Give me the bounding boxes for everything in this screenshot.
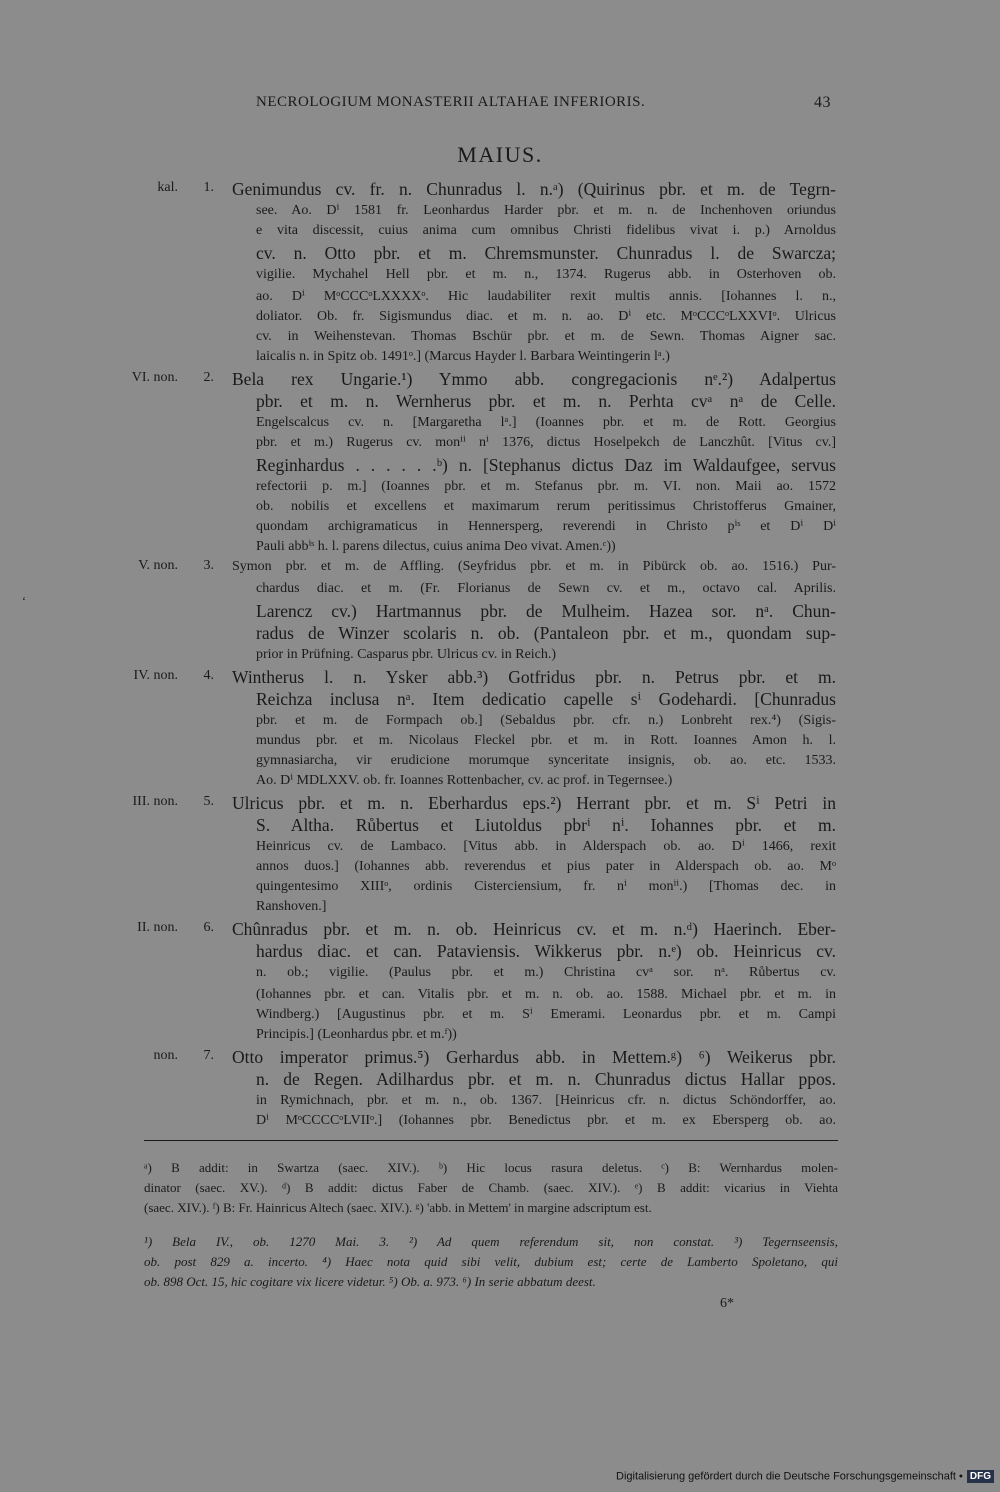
day-number: 4. [203,668,214,683]
entry-line: Ranshoven.] [256,899,327,914]
entry-line: Symon pbr. et m. de Affling. (Seyfridus pbr. et m. in Pibürck ob. ao. 1516.) Pur- [232,559,836,574]
entry-line: Reginhardus . . . . . .ᵇ) n. [Stephanus dictus Daz im Waldaufgee, servus [256,455,836,475]
entry-line: Reichza inclusa nᵃ. Item dedicatio capelle sⁱ Godehardi. [Chunradus [256,689,836,709]
entry-line: ob. nobilis et excellens et maximarum rerum peritissimus Christofferus Gmainer, [256,499,836,514]
entry-line: Windberg.) [Augustinus pbr. et m. Sⁱ Emerami. Leonardus pbr. et m. Campi [256,1007,836,1022]
footnote-rule [144,1140,838,1141]
entry-line: Otto imperator primus.⁵) Gerhardus abb. in Mettem.ᵍ) ⁶) Weikerus pbr. [232,1047,836,1067]
digitization-credit [0,1470,994,1483]
entry-line: Ao. Dⁱ MDLXXV. ob. fr. Ioannes Rottenbacher, cv. ac prof. in Tegernsee.) [256,773,673,788]
entry-line: laicalis n. in Spitz ob. 1491ᵒ.] (Marcus Hayder l. Barbara Weintingerin lᵃ.) [256,349,670,364]
entry-line: S. Altha. Růbertus et Liutoldus pbrⁱ nⁱ. Iohannes pbr. et m. [256,815,836,835]
day-number: 1. [203,180,214,195]
day-number: 3. [203,558,214,573]
entry-line: e vita discessit, cuius anima cum omnibus Christi fidelibus vivat i. p.) Arnoldus [256,223,836,238]
entry-line: Larencz cv.) Hartmannus pbr. de Mulheim. Hazea sor. nᵃ. Chun- [256,601,836,621]
entry-line: radus de Winzer scolaris n. ob. (Pantaleon pbr. et m., quondam sup- [256,623,836,643]
day-label: III. non. [132,794,178,809]
entry-line: n. ob.; vigilie. (Paulus pbr. et m.) Christina cvᵃ sor. nᵃ. Růbertus cv. [256,965,836,980]
entry-line: Chûnradus pbr. et m. n. ob. Heinricus cv. et m. n.ᵈ) Haerinch. Eber- [232,919,836,939]
entry-line: Engelscalcus cv. n. [Margaretha lᵃ.] (Ioannes pbr. et m. de Rott. Georgius [256,415,836,430]
entry-line: pbr. et m.) Rugerus cv. monⁱⁱ nⁱ 1376, dictus Hoselpekch de Lanczhût. [Vitus cv.] [256,435,836,450]
signature-mark: 6* [720,1296,734,1311]
entry-line: see. Ao. Dⁱ 1581 fr. Leonhardus Harder pbr. et m. n. de Inchenhoven oriundus [256,203,836,218]
footnote-line: ob. post 829 a. incerto. ⁴) Haec nota quid sibi velit, dubium est; certe de Lamberto Spoletano, qui [144,1254,838,1269]
entry-line: prior in Prüfning. Casparus pbr. Ulricus cv. in Reich.) [256,647,557,662]
day-label: kal. [157,180,178,195]
entry-line: Ulricus pbr. et m. n. Eberhardus eps.²) Herrant pbr. et m. Sⁱ Petri in [232,793,836,813]
entry-line: quondam archigramaticus in Hennersperg, reverendi in Christo pⁱˢ et Dⁱ Dⁱ [256,519,836,534]
month-heading: MAIUS. [457,142,543,167]
entry-line: gymnasiarcha, vir erudicione morumque synceritate insignis, ob. ao. etc. 1533. [256,753,836,768]
entry-line: pbr. et m. n. Wernherus pbr. et m. n. Perhta cvᵃ nᵃ de Celle. [256,391,836,411]
entry-line: (Iohannes pbr. et can. Vitalis pbr. et m. n. ob. ao. 1588. Michael pbr. et m. in [256,987,836,1002]
entry-line: annos duos.] (Iohannes abb. reverendus et pius pater in Alderspach ob. ao. Mᵒ [256,859,836,874]
entry-line: vigilie. Mychahel Hell pbr. et m. n., 1374. Rugerus abb. in Osterhoven ob. [256,267,836,282]
entry-line: Wintherus l. n. Ysker abb.³) Gotfridus pbr. n. Petrus pbr. et m. [232,667,836,687]
entry-line: Pauli abbⁱˢ h. l. parens dilectus, cuius anima Deo vivat. Amen.ᶜ)) [256,539,616,554]
entry-line: pbr. et m. de Formpach ob.] (Sebaldus pbr. cfr. n.) Lonbreht rex.⁴) (Sigis- [256,713,836,728]
day-label: IV. non. [133,668,178,683]
footnote-line: (saec. XIV.). ᶠ) B: Fr. Hainricus Altech (saec. XIV.). ᵍ) 'abb. in Mettem' in margine adscriptum est. [144,1200,652,1215]
day-number: 2. [203,370,214,385]
entry-line: ao. Dⁱ MᵒCCCᵒLXXXXᵒ. Hic laudabiliter rexit multis annis. [Iohannes l. n., [256,289,836,304]
dfg-logo: DFG [967,1470,994,1483]
entry-line: Principis.] (Leonhardus pbr. et m.ᶠ)) [256,1027,457,1042]
entry-line: Dⁱ MᵒCCCCᵒLVIIᵒ.] (Iohannes pbr. Benedictus pbr. et m. ex Ebersperg ob. ao. [256,1113,836,1128]
entry-line: refectorii p. m.] (Ioannes pbr. et m. Stefanus pbr. m. VI. non. Maii ao. 1572 [256,479,836,494]
entry-line: mundus pbr. et m. Nicolaus Fleckel pbr. et m. in Rott. Ioannes Amon h. l. [256,733,836,748]
entry-line: Genimundus cv. fr. n. Chunradus l. n.ᵃ) (Quirinus pbr. et m. de Tegrn- [232,179,836,199]
footnote-line: ob. 898 Oct. 15, hic cogitare vix licere videtur. ⁵) Ob. a. 973. ⁶) In serie abbatum deest. [144,1274,596,1289]
day-number: 5. [203,794,214,809]
entry-line: quingentesimo XIIIᵒ, ordinis Cisterciensium, fr. nⁱ monⁱⁱ.) [Thomas dec. in [256,879,836,894]
footnote-line: ¹) Bela IV., ob. 1270 Mai. 3. ²) Ad quem referendum sit, non constat. ³) Tegernseensis, [144,1234,838,1249]
day-label: II. non. [137,920,178,935]
stray-mark: ‘ [22,594,26,608]
footnote-line: ᵃ) B addit: in Swartza (saec. XIV.). ᵇ) Hic locus rasura deletus. ᶜ) B: Wernhardus molen- [144,1160,838,1175]
day-number: 7. [203,1048,214,1063]
entry-line: Bela rex Ungarie.¹) Ymmo abb. congregacionis nᵉ.²) Adalpertus [232,369,836,389]
page-number: 43 [814,94,831,111]
entry-line: hardus diac. et can. Pataviensis. Wikkerus pbr. n.ᵉ) ob. Heinricus cv. [256,941,836,961]
day-label: V. non. [138,558,178,573]
entry-line: n. de Regen. Adilhardus pbr. et m. n. Chunradus dictus Hallar ppos. [256,1069,836,1089]
entry-line: cv. in Weihenstevan. Thomas Bschür pbr. et m. de Sewn. Thomas Aigner sac. [256,329,836,344]
entry-line: chardus diac. et m. (Fr. Florianus de Sewn cv. et m., octavo cal. Aprilis. [256,581,836,596]
running-title: NECROLOGIUM MONASTERII ALTAHAE INFERIORIS. [256,94,646,110]
footnote-line: dinator (saec. XV.). ᵈ) B addit: dictus Faber de Chamb. (saec. XIV.). ᵉ) B addit: vicarius in Viehta [144,1180,838,1195]
entry-line: Heinricus cv. de Lambaco. [Vitus abb. in Alderspach ob. ao. Dⁱ 1466, rexit [256,839,836,854]
entry-line: cv. n. Otto pbr. et m. Chremsmunster. Chunradus l. de Swarcza; [256,243,836,263]
credit-text: Digitalisierung gefördert durch die Deutsche Forschungsgemeinschaft • [616,1470,963,1483]
day-label: non. [153,1048,178,1063]
day-label: VI. non. [131,370,178,385]
entry-line: in Rymichnach, pbr. et m. n., ob. 1367. [Heinricus cfr. n. dictus Schöndorffer, ao. [256,1093,836,1108]
entry-line: doliator. Ob. fr. Sigismundus diac. et m. n. ao. Dⁱ etc. MᵒCCCᵒLXXVIᵒ. Ulricus [256,309,836,324]
day-number: 6. [203,920,214,935]
